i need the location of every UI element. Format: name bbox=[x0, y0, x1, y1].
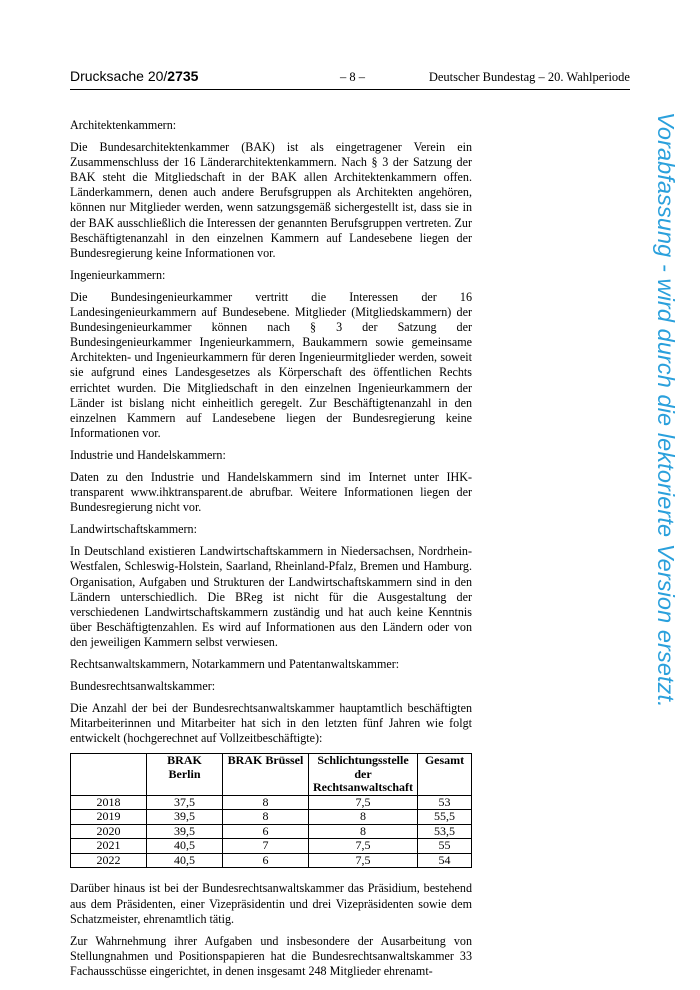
table-cell-schlichtung: 7,5 bbox=[309, 839, 418, 854]
table-header-row bbox=[71, 754, 472, 796]
table-cell-year: 2020 bbox=[71, 824, 147, 839]
section-heading-ihk: Industrie und Handelskammern: bbox=[70, 447, 226, 462]
table-cell-bruessel: 6 bbox=[223, 824, 309, 839]
section-heading-recht: Rechtsanwaltskammern, Notarkammern und Patentanwaltskammer: bbox=[70, 657, 400, 671]
table-cell-gesamt: 53,5 bbox=[418, 824, 472, 839]
table-cell-gesamt: 55 bbox=[418, 839, 472, 854]
section-heading-architekten: Architektenkammern: bbox=[70, 118, 177, 132]
table-cell-gesamt: 53 bbox=[418, 795, 472, 810]
table-cell-year: 2021 bbox=[71, 839, 147, 854]
table-cell-schlichtung: 7,5 bbox=[309, 853, 418, 868]
table-cell-year: 2018 bbox=[71, 795, 147, 810]
paragraph-brak-intro: Die Anzahl der bei der Bundesrechtsanwaltskammer hauptamtlich beschäftigten Mitarbeiterinnen und Mitarbeiter hat sich in den letzten fünf Jahren wie folgt entwickelt (hochgerechnet auf Vollzeitbeschäftigte): bbox=[70, 701, 472, 746]
brak-staff-table bbox=[70, 753, 472, 868]
table-row bbox=[71, 824, 472, 839]
table-header-bruessel: BRAK Brüssel bbox=[223, 754, 309, 796]
table-cell-berlin: 40,5 bbox=[147, 839, 223, 854]
page-body bbox=[70, 118, 472, 986]
table-row bbox=[71, 795, 472, 810]
table-header-schlichtung-line2: der Rechtsanwaltschaft bbox=[313, 766, 413, 795]
table-cell-bruessel: 8 bbox=[223, 795, 309, 810]
page-number: – 8 – bbox=[340, 70, 365, 84]
section-heading-ingenieur: Ingenieurkammern: bbox=[70, 267, 166, 282]
table-cell-berlin: 37,5 bbox=[147, 795, 223, 810]
table-cell-schlichtung: 8 bbox=[309, 810, 418, 825]
table-cell-bruessel: 8 bbox=[223, 810, 309, 825]
table-header-schlichtung bbox=[309, 754, 418, 796]
publisher: Deutscher Bundestag – 20. Wahlperiode bbox=[428, 70, 630, 84]
table-cell-year: 2019 bbox=[71, 810, 147, 825]
section-heading-landwirt: Landwirtschaftskammern: bbox=[70, 522, 197, 537]
paragraph-praesidium: Darüber hinaus ist bei der Bundesrechtsanwaltskammer das Präsidium, bestehend aus dem Präsidenten, einer Vizepräsidentin und drei Vizepräsidenten sowie dem Schatzmeister, ehrenamtlich tätig. bbox=[70, 881, 472, 926]
table-cell-berlin: 39,5 bbox=[147, 810, 223, 825]
section-heading-brak: Bundesrechtsanwaltskammer: bbox=[70, 679, 216, 694]
paragraph-landwirt: In Deutschland existieren Landwirtschaftskammern in Niedersachsen, Nordrhein-Westfalen, Schleswig-Holstein, Saarland, Rheinland-Pfalz, Bremen und Hamburg. Organisation, Aufgaben und Strukturen der Landwirtschaftskammern sind in den Ländern unterschiedlich. Die BReg ist nicht für die Ausgestaltung der verschiedenen Landwirtschaftskammern zuständig und hat auch keine Kenntnis über Beschäftigtenzahlen. Es wird auf Informationen aus den Ländern oder von den jeweiligen Kammern selbst verwiesen. bbox=[70, 544, 472, 649]
table-header-gesamt: Gesamt bbox=[418, 754, 472, 796]
table-cell-bruessel: 6 bbox=[223, 853, 309, 868]
doc-label: Drucksache bbox=[70, 68, 144, 84]
page-header bbox=[70, 68, 630, 88]
table-cell-gesamt: 54 bbox=[418, 853, 472, 868]
table-cell-schlichtung: 7,5 bbox=[309, 795, 418, 810]
paragraph-ingenieur: Die Bundesingenieurkammer vertritt die Interessen der 16 Landesingenieurkammern auf Bundesebene. Mitglieder (Mitgliedskammern) der Bundesingenieurkammer können nach § 3 der Satzung der Bundesingenieurkammer Ingenieurkammern, Baukammern sowie gemeinsame Architekten- und Ingenieurkammern für deren Ingenieurmitglieder werden, soweit sie aufgrund eines Landesgesetzes als Körperschaft des öffentlichen Rechts errichtet wurden. Die Mitgliedschaft in den einzelnen Ingenieurkammern der Länder ist bislang nicht einheitlich geregelt. Zur Beschäftigtenanzahl in den einzelnen Kammern auf Landesebene liegen der Bundesregierung keine Informationen vor. bbox=[70, 289, 472, 440]
table-header-schlichtung-line1: Schlichtungsstelle bbox=[317, 753, 409, 768]
table-cell-berlin: 40,5 bbox=[147, 853, 223, 868]
table-row bbox=[71, 853, 472, 868]
table-row bbox=[71, 810, 472, 825]
table-header-year bbox=[71, 754, 147, 796]
table-cell-berlin: 39,5 bbox=[147, 824, 223, 839]
doc-number-part-b: 2735 bbox=[167, 68, 199, 84]
doc-number-part-a: 20/ bbox=[147, 68, 168, 84]
document-number bbox=[70, 68, 198, 84]
paragraph-fachausschuesse: Zur Wahrnehmung ihrer Aufgaben und insbesondere der Ausarbeitung von Stellungnahmen und Positionspapieren hat die Bundesrechtsanwaltskammer 33 Fachausschüsse eingerichtet, in denen insgesamt 248 Mitglieder ehrenamt- bbox=[70, 933, 472, 978]
header-rule bbox=[70, 89, 630, 90]
table-header-berlin: BRAK Berlin bbox=[147, 754, 223, 796]
watermark-vorabfassung: Vorabfassung - wird durch die lektorierte Version ersetzt. bbox=[653, 112, 679, 708]
paragraph-architekten: Die Bundesarchitektenkammer (BAK) ist als eingetragener Verein ein Zusammenschluss der 16 Länderarchitektenkammern. Nach § 3 der Satzung der BAK steht die Mitgliedschaft in der BAK allen Architektenkammern offen. Länderkammern, denen auch andere Berufsgruppen als Architekten angehören, können nur Mitglieder werden, wenn satzungsgemäß sichergestellt ist, dass sie in der BAK ausschließlich die Interessen der genannten Berufsgruppen vertreten. Zur Beschäftigtenanzahl in den einzelnen Kammern auf Landesebene liegen der Bundesregierung keine Informationen vor. bbox=[70, 140, 472, 260]
paragraph-ihk: Daten zu den Industrie und Handelskammern sind im Internet unter IHK-transparent www.ihktransparent.de abrufbar. Weitere Informationen liegen der Bundesregierung nicht vor. bbox=[70, 469, 472, 515]
table-row bbox=[71, 839, 472, 854]
table-cell-bruessel: 7 bbox=[223, 839, 309, 854]
table-cell-schlichtung: 8 bbox=[309, 824, 418, 839]
table-cell-year: 2022 bbox=[71, 853, 147, 868]
table-cell-gesamt: 55,5 bbox=[418, 810, 472, 825]
